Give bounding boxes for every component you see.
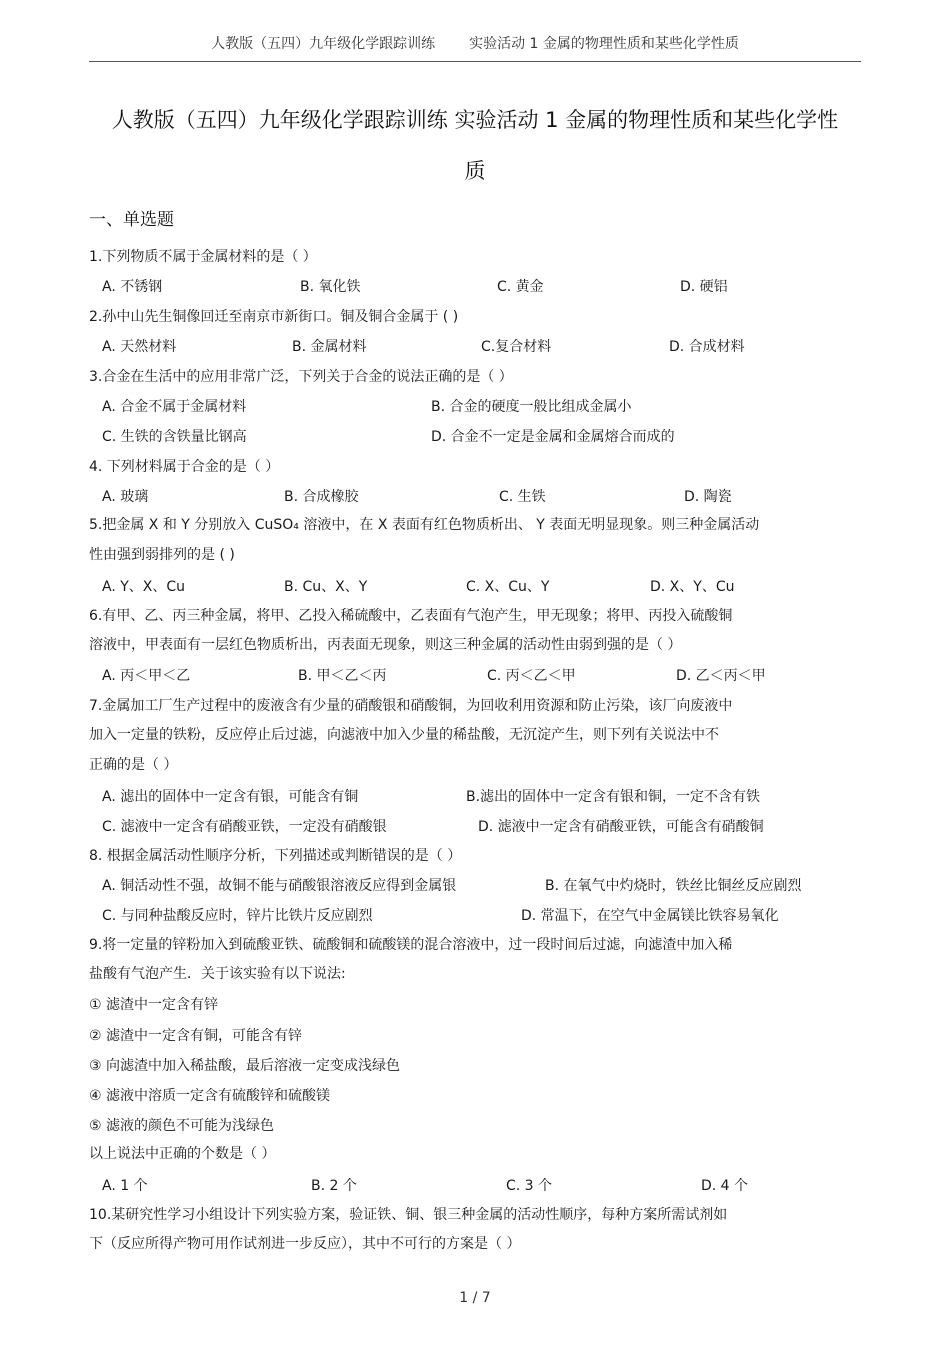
question-7-option-d: D. 滤液中一定含有硝酸亚铁，可能含有硝酸铜 — [478, 819, 764, 835]
header-right: 实验活动 1 金属的物理性质和某些化学性质 — [469, 36, 739, 52]
question-9-statement-4: ④ 滤液中溶质一定含有硫酸锌和硫酸镁 — [89, 1088, 330, 1104]
header-divider — [89, 61, 861, 62]
question-9-option-d: D. 4 个 — [701, 1178, 749, 1194]
question-2-option-a: A. 天然材料 — [102, 339, 177, 355]
document-title: 人教版（五四）九年级化学跟踪训练 实验活动 1 金属的物理性质和某些化学性 — [111, 108, 839, 132]
question-8-option-a: A. 铜活动性不强，故铜不能与硝酸银溶液反应得到金属银 — [102, 878, 457, 894]
question-1-text: 1.下列物质不属于金属材料的是（ ） — [89, 249, 317, 265]
document-title-continued: 质 — [464, 159, 486, 183]
question-7-text-line-1: 7.金属加工厂生产过程中的废液含有少量的硝酸银和硝酸铜，为回收利用资源和防止污染，该厂向废液中 — [89, 698, 733, 714]
question-6-option-c: C. 丙＜乙＜甲 — [487, 668, 576, 684]
question-8-option-d: D. 常温下，在空气中金属镁比铁容易氧化 — [521, 908, 779, 924]
question-10-text-line-2: 下（反应所得产物可用作试剂进一步反应），其中不可行的方案是（ ） — [89, 1236, 521, 1252]
question-3-option-c: C. 生铁的含铁量比钢高 — [102, 429, 247, 445]
question-6-text-line-1: 6.有甲、乙、丙三种金属，将甲、乙投入稀硫酸中，乙表面有气泡产生，甲无现象；将甲、丙投入硫酸铜 — [89, 608, 733, 624]
question-6-option-a: A. 丙＜甲＜乙 — [102, 668, 191, 684]
question-3-option-a: A. 合金不属于金属材料 — [102, 399, 247, 415]
question-9-statement-1: ① 滤渣中一定含有锌 — [89, 997, 219, 1013]
question-2-text: 2.孙中山先生铜像回迁至南京市新街口。铜及铜合金属于 ( ) — [89, 309, 459, 325]
question-9-statement-5: ⑤ 滤液的颜色不可能为浅绿色 — [89, 1118, 275, 1134]
question-7-option-c: C. 滤液中一定含有硝酸亚铁，一定没有硝酸银 — [102, 819, 387, 835]
page-header — [0, 33, 950, 53]
question-10-text-line-1: 10.某研究性学习小组设计下列实验方案，验证铁、铜、银三种金属的活动性顺序，每种方案所需试剂如 — [89, 1207, 728, 1223]
question-6-text-line-2: 溶液中，甲表面有一层红色物质析出，丙表面无现象，则这三种金属的活动性由弱到强的是（ ） — [89, 637, 682, 653]
question-8-option-b: B. 在氧气中灼烧时，铁丝比铜丝反应剧烈 — [545, 878, 802, 894]
question-3-option-b: B. 合金的硬度一般比组成金属小 — [431, 399, 632, 415]
question-7-option-b: B.滤出的固体中一定含有银和铜，一定不含有铁 — [466, 789, 761, 805]
question-7-text-line-2: 加入一定量的铁粉，反应停止后过滤，向滤液中加入少量的稀盐酸，无沉淀产生，则下列有关说法中不 — [89, 727, 719, 743]
question-6-option-d: D. 乙＜丙＜甲 — [676, 668, 766, 684]
question-2-option-b: B. 金属材料 — [292, 339, 367, 355]
question-4-option-a: A. 玻璃 — [102, 489, 149, 505]
question-9-text-line-2: 盐酸有气泡产生．关于该实验有以下说法: — [89, 966, 346, 982]
question-7-option-a: A. 滤出的固体中一定含有银，可能含有铜 — [102, 789, 359, 805]
question-5-option-c: C. X、Cu、Y — [466, 579, 550, 595]
question-8-option-c: C. 与同种盐酸反应时，锌片比铁片反应剧烈 — [102, 908, 373, 924]
question-9-prompt: 以上说法中正确的个数是（ ） — [89, 1146, 276, 1162]
question-1-option-c: C. 黄金 — [497, 279, 544, 295]
question-5-option-b: B. Cu、X、Y — [284, 579, 368, 595]
question-4-text: 4. 下列材料属于合金的是（ ） — [89, 459, 280, 475]
question-3-text: 3.合金在生活中的应用非常广泛，下列关于合金的说法正确的是（ ） — [89, 369, 513, 385]
question-5-text-line-1: 5.把金属 X 和 Y 分别放入 CuSO₄ 溶液中，在 X 表面有红色物质析出、 Y 表面无明显现象。则三种金属活动 — [89, 517, 760, 533]
question-3-option-d: D. 合金不一定是金属和金属熔合而成的 — [431, 429, 675, 445]
question-7-text-line-3: 正确的是（ ） — [89, 757, 178, 773]
question-9-option-b: B. 2 个 — [311, 1178, 357, 1194]
question-9-option-c: C. 3 个 — [506, 1178, 553, 1194]
question-5-option-d: D. X、Y、Cu — [650, 579, 735, 595]
question-9-statement-2: ② 滤渣中一定含有铜，可能含有锌 — [89, 1028, 303, 1044]
question-4-option-c: C. 生铁 — [499, 489, 546, 505]
question-9-option-a: A. 1 个 — [102, 1178, 148, 1194]
question-4-option-d: D. 陶瓷 — [684, 489, 732, 505]
question-2-option-d: D. 合成材料 — [669, 339, 745, 355]
question-9-statement-3: ③ 向滤渣中加入稀盐酸，最后溶液一定变成浅绿色 — [89, 1058, 400, 1074]
question-4-option-b: B. 合成橡胶 — [284, 489, 359, 505]
page-number: 1 / 7 — [459, 1290, 491, 1306]
question-5-text-line-2: 性由强到弱排列的是 ( ) — [89, 547, 235, 563]
question-8-text: 8. 根据金属活动性顺序分析，下列描述或判断错误的是（ ） — [89, 848, 462, 864]
question-2-option-c: C.复合材料 — [481, 339, 552, 355]
question-5-option-a: A. Y、X、Cu — [102, 579, 186, 595]
question-1-option-d: D. 硬铝 — [680, 279, 728, 295]
question-6-option-b: B. 甲＜乙＜丙 — [298, 668, 387, 684]
header-left: 人教版（五四）九年级化学跟踪训练 — [211, 36, 436, 52]
question-1-option-a: A. 不锈钢 — [102, 279, 163, 295]
question-1-option-b: B. 氧化铁 — [300, 279, 361, 295]
question-9-text-line-1: 9.将一定量的锌粉加入到硫酸亚铁、硫酸铜和硫酸镁的混合溶液中，过一段时间后过滤，向滤渣中加入稀 — [89, 937, 733, 953]
section-heading: 一、单选题 — [89, 210, 174, 230]
